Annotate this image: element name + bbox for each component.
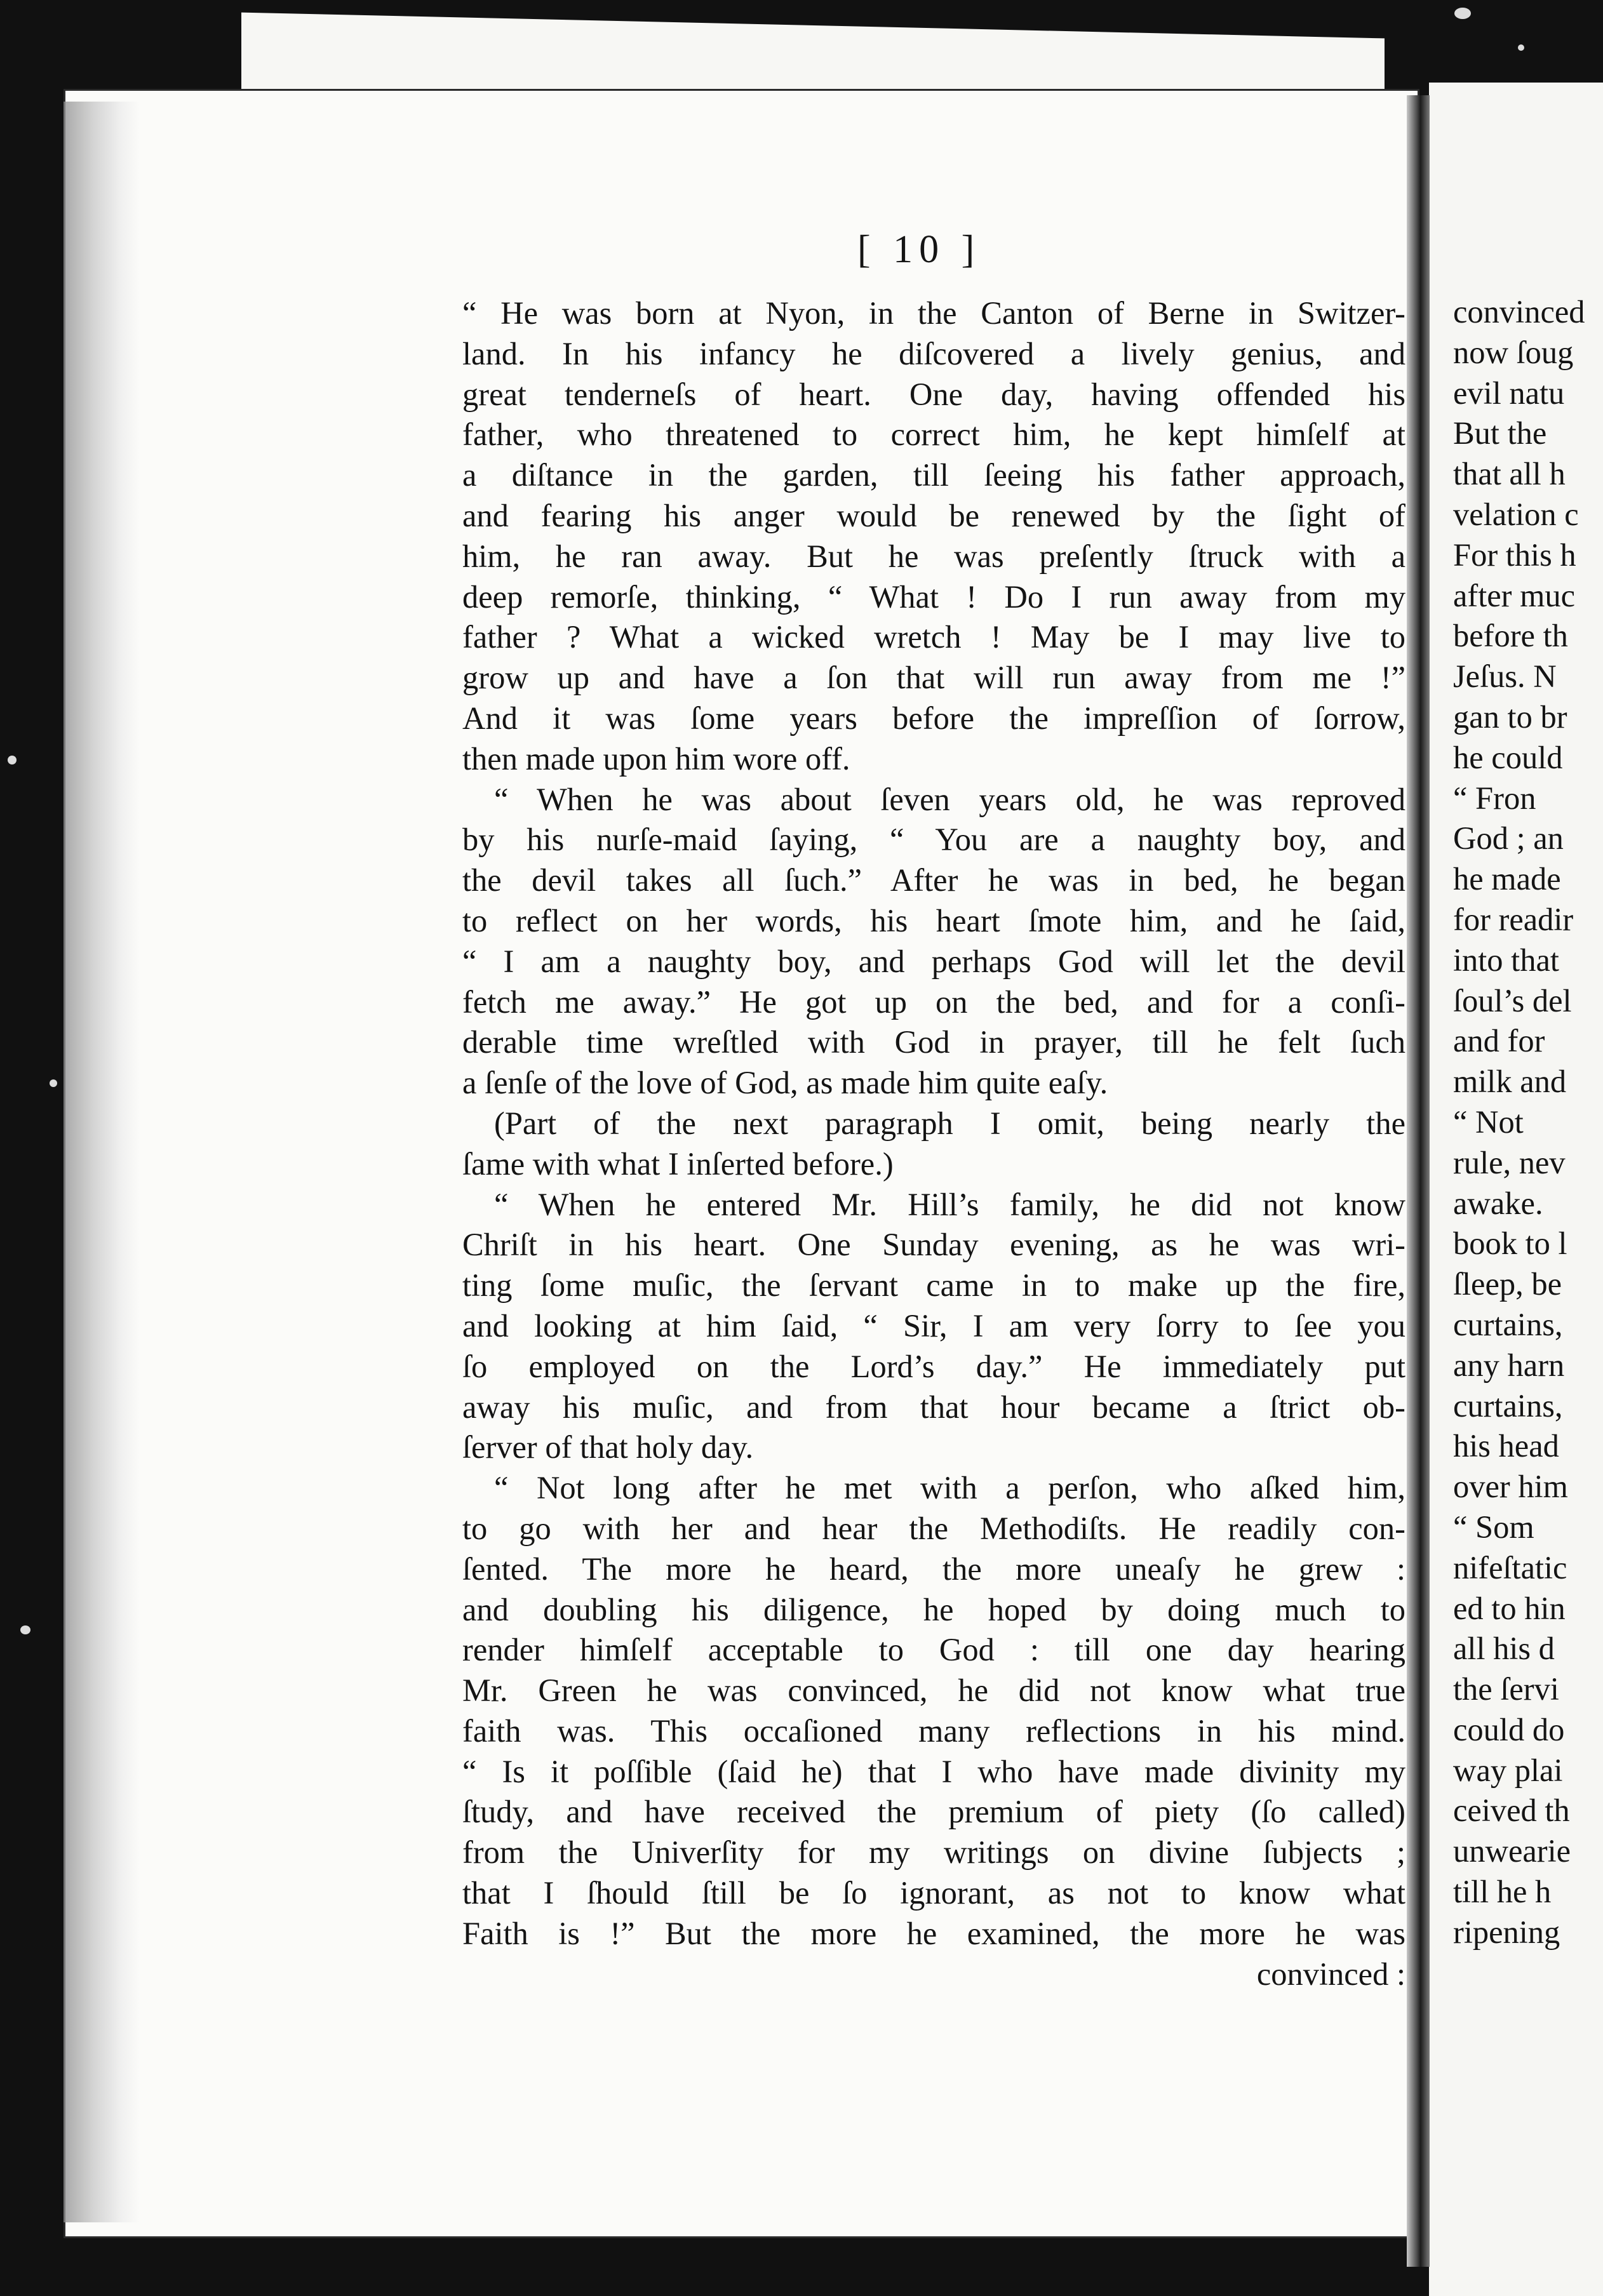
facing-page-line: till he h: [1453, 1874, 1552, 1910]
catchword: convinced :: [1256, 1956, 1405, 1992]
facing-page-line: But the: [1453, 415, 1547, 451]
text-line: “ Is it poſſible (ſaid he) that I who have made divinity my: [462, 1753, 1405, 1789]
facing-page-line: For this h: [1453, 537, 1576, 573]
facing-page-line: that all h: [1453, 456, 1566, 492]
facing-page-line: the ſervi: [1453, 1671, 1559, 1707]
text-line: father ? What a wicked wretch ! May be I may live to: [462, 619, 1405, 655]
text-line: “ When he was about ſeven years old, he was reproved: [494, 781, 1405, 817]
text-line: ſo employed on the Lord’s day.” He immediately put: [462, 1348, 1405, 1384]
scan-speck: [8, 756, 17, 764]
facing-page-line: curtains,: [1453, 1387, 1563, 1424]
facing-page-line: his head: [1453, 1428, 1559, 1464]
text-line: Mr. Green he was convinced, he did not know what true: [462, 1672, 1405, 1709]
text-line: ſtudy, and have received the premium of piety (ſo called): [462, 1794, 1405, 1830]
facing-page-line: ſoul’s del: [1453, 982, 1572, 1018]
text-line: ſented. The more he heard, the more uneaſy he grew :: [462, 1551, 1405, 1587]
book-gutter: [1407, 95, 1430, 2267]
text-line: grow up and have a ſon that will run away from me !”: [462, 660, 1405, 696]
facing-page-line: any harn: [1453, 1347, 1565, 1383]
text-line: Chriſt in his heart. One Sunday evening, as he was wri-: [462, 1227, 1405, 1263]
text-line: to reflect on her words, his heart ſmote him, and he ſaid,: [462, 902, 1405, 938]
facing-page-text: [1453, 292, 1603, 1953]
text-line: fetch me away.” He got up on the bed, and for a conſi-: [462, 984, 1405, 1020]
facing-page-line: gan to br: [1453, 698, 1567, 735]
scan-speck: [20, 1625, 30, 1634]
text-line: And it was ſome years before the impreſſion of ſorrow,: [462, 700, 1405, 736]
text-line: him, he ran away. But he was preſently ſtruck with a: [462, 538, 1405, 574]
facing-page-line: could do: [1453, 1711, 1565, 1747]
text-line: derable time wreſtled with God in prayer, till he felt ſuch: [462, 1024, 1405, 1060]
facing-page-line: convinced: [1453, 294, 1585, 330]
facing-page-line: ceived th: [1453, 1792, 1570, 1829]
facing-page-line: after muc: [1453, 577, 1576, 613]
facing-page-line: evil natu: [1453, 375, 1565, 411]
text-line: “ He was born at Nyon, in the Canton of Berne in Switzer-: [462, 295, 1405, 331]
text-line: and doubling his diligence, he hoped by doing much to: [462, 1591, 1405, 1627]
text-line: and looking at him ſaid, “ Sir, I am very ſorry to ſee you: [462, 1307, 1405, 1344]
scan-speck: [50, 1079, 57, 1087]
text-line: “ When he entered Mr. Hill’s family, he did not know: [494, 1186, 1405, 1222]
text-line: away his muſic, and from that hour became a ſtrict ob-: [462, 1389, 1405, 1425]
text-line: “ I am a naughty boy, and perhaps God will let the devil: [462, 943, 1405, 979]
facing-page-line: God ; an: [1453, 820, 1564, 857]
text-line: land. In his infancy he diſcovered a lively genius, and: [462, 335, 1405, 371]
facing-page-line: over him: [1453, 1469, 1568, 1505]
facing-page-line: rule, nev: [1453, 1144, 1566, 1180]
text-line: great tenderneſs of heart. One day, having offended his: [462, 376, 1405, 412]
text-line: a ſenſe of the love of God, as made him quite eaſy.: [462, 1065, 1108, 1101]
scan-speck: [1454, 8, 1471, 19]
facing-page-line: all his d: [1453, 1631, 1555, 1667]
facing-page: [1429, 83, 1603, 2296]
text-line: render himſelf acceptable to God : till one day hearing: [462, 1632, 1405, 1668]
facing-page-line: Jeſus. N: [1453, 658, 1557, 695]
text-line: ting ſome muſic, the ſervant came in to make up the fire,: [462, 1267, 1405, 1304]
facing-page-line: and for: [1453, 1023, 1545, 1059]
facing-page-line: milk and: [1453, 1064, 1567, 1100]
text-line: deep remorſe, thinking, “ What ! Do I run away from my: [462, 578, 1405, 615]
facing-page-line: nifeſtatic: [1453, 1549, 1567, 1585]
facing-page-line: unwearie: [1453, 1833, 1571, 1869]
facing-page-line: he could: [1453, 739, 1563, 775]
facing-page-line: “ Fron: [1453, 780, 1536, 816]
text-line: to go with her and hear the Methodiſts. He readily con-: [462, 1510, 1405, 1546]
facing-page-line: ed to hin: [1453, 1590, 1566, 1626]
text-line: from the Univerſity for my writings on divine ſubjects ;: [462, 1834, 1405, 1871]
text-line: Faith is !” But the more he examined, the more he was: [462, 1915, 1405, 1951]
facing-page-line: ſleep, be: [1453, 1266, 1562, 1302]
facing-page-line: book to l: [1453, 1225, 1567, 1262]
text-line: ſerver of that holy day.: [462, 1429, 754, 1465]
text-line: (Part of the next paragraph I omit, being nearly the: [494, 1105, 1405, 1141]
text-line: and fearing his anger would be renewed by the ſight of: [462, 497, 1405, 533]
facing-page-line: he made: [1453, 861, 1561, 897]
facing-page-line: ripening: [1453, 1914, 1560, 1950]
page-number: [ 10 ]: [857, 228, 981, 271]
facing-page-line: before th: [1453, 618, 1568, 654]
text-line: then made upon him wore off.: [462, 740, 850, 777]
facing-page-line: now ſoug: [1453, 334, 1574, 370]
text-line: father, who threatened to correct him, he kept himſelf at: [462, 417, 1405, 453]
text-line: faith was. This occaſioned many reflections in his mind.: [462, 1712, 1405, 1749]
facing-page-line: into that: [1453, 942, 1559, 978]
facing-page-line: for readir: [1453, 901, 1574, 937]
text-line: a diſtance in the garden, till ſeeing his father approach,: [462, 457, 1405, 493]
facing-page-line: velation c: [1453, 496, 1579, 532]
scan-speck: [1518, 44, 1524, 51]
body-text: [462, 293, 1405, 1994]
facing-page-line: curtains,: [1453, 1306, 1563, 1342]
facing-page-line: “ Som: [1453, 1509, 1534, 1545]
facing-page-line: “ Not: [1453, 1104, 1524, 1140]
text-line: the devil takes all ſuch.” After he was in bed, he began: [462, 862, 1405, 898]
text-line: “ Not long after he met with a perſon, who aſked him,: [494, 1470, 1405, 1506]
facing-page-line: awake.: [1453, 1185, 1543, 1221]
text-line: that I ſhould ſtill be ſo ignorant, as not to know what: [462, 1875, 1405, 1911]
page-edge-stain: [64, 102, 140, 2222]
text-line: ſame with what I inſerted before.): [462, 1145, 894, 1182]
text-line: by his nurſe-maid ſaying, “ You are a naughty boy, and: [462, 822, 1405, 858]
facing-page-line: way plai: [1453, 1752, 1563, 1788]
